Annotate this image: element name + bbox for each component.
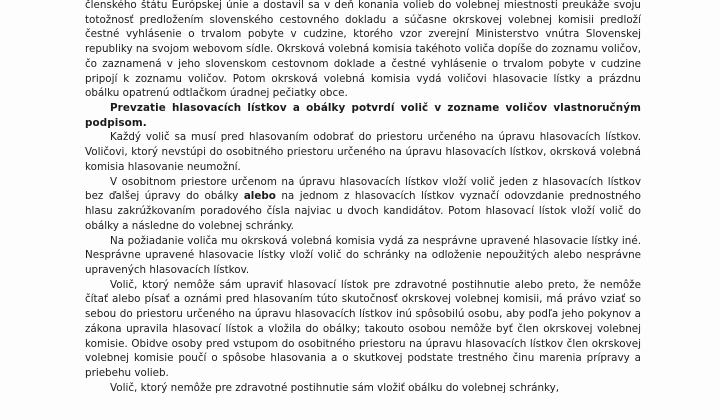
paragraph-spoiled-ballots: Na požiadanie voliča mu okrsková volebná komisia vydá za nesprávne upravené hlasovacie lístky iné. Nesprávne upravené hlasovacie lístky vloží volič do schránky na odloženie nepoužitých alebo nesprávne upravených hlasovacích lístkov. xyxy=(85,234,641,276)
paragraph-voting-booth: Každý volič sa musí pred hlasovaním odobrať do priestoru určeného na úpravu hlasovacích lístkov. Voličovi, ktorý nevstúpi do osobitného priestoru určeného na úpravu hlasovacích lístkov, okrsková volebná komisia hlasovanie neumožní. xyxy=(85,131,641,173)
paragraph-segment-text-tail: na jednom z hlasovacích lístkov vyznačí odovzdanie prednostného hlasu zakrúžkovaním poradového čísla najviac u dvoch kandidátov. Potom hlasovací lístok vloží volič do obálky a následne do volebnej schránky. xyxy=(85,190,641,232)
paragraph-ballot-box-assistance: Volič, ktorý nemôže pre zdravotné postihnutie sám vložiť obálku do volebnej schránky, xyxy=(110,381,560,394)
paragraph-ballot-marking xyxy=(85,175,641,234)
document-text-column xyxy=(85,0,641,395)
paragraph-assisted-voting: Volič, ktorý nemôže sám upraviť hlasovací lístok pre zdravotné postihnutie alebo preto, že nemôže čítať alebo písať a oznámi pred hlasovaním túto skutočnosť okrskovej volebnej komisii, má právo vziať so sebou do priestoru určeného na úpravu hlasovacích lístkov inú spôsobilú osobu, aby podľa jeho pokynov a zákona upravila hlasovací lístok a vložila do obálky; takouto osobou nemôže byť člen okrskovej volebnej komisie. Obidve osoby pred vstupom do osobitného priestoru na úpravu hlasovacích lístkov člen okrskovej volebnej komisie poučí o spôsobe hlasovania a o skutkovej podstate trestného činu marenia prípravy a priebehu volieb. xyxy=(85,278,641,379)
paragraph-segment-bold-alebo: alebo xyxy=(243,190,276,203)
paragraph-continuation: členského štátu Európskej únie a dostavil sa v deň konania volieb do volebnej miestnosti preukáže svoju totožnosť predložením slovenského cestovného dokladu a súčasne okrskovej volebnej komisii predloží čestné vyhlásenie o trvalom pobyte v cudzine, ktorého vzor zverejní Ministerstvo vnútra Slovenskej republiky na svojom webovom sídle. Okrsková volebná komisia takéhoto voliča dopíše do zoznamu voličov, čo zaznamená v jeho slovenskom cestovnom doklade a čestné vyhlásenie o trvalom pobyte v cudzine pripojí k zoznamu voličov. Potom okrsková volebná komisia vydá voličovi hlasovacie lístky a prázdnu obálku opatrenú odtlačkom úradnej pečiatky obce. xyxy=(85,0,641,100)
paragraph-segment-text: V osobitnom priestore určenom na úpravu hlasovacích lístkov vloží volič jeden z hlasovacích lístkov bez ďalšej úpravy do obálky xyxy=(85,175,641,203)
paragraph-bold-notice: Prevzatie hlasovacích lístkov a obálky potvrdí volič v zozname voličov vlastnoručným podpisom. xyxy=(85,102,641,129)
